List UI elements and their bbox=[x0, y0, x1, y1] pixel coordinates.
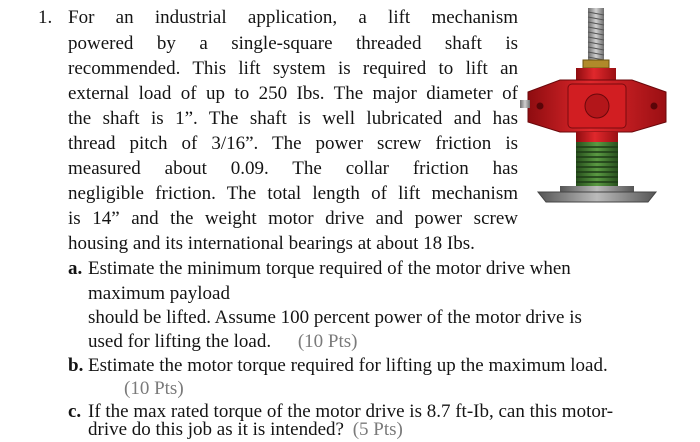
part-c-label: c. bbox=[68, 401, 82, 422]
part-c-points: (5 Pts) bbox=[352, 419, 403, 440]
part-a-label: a. bbox=[68, 258, 83, 279]
screw-jack-lift-icon bbox=[520, 4, 680, 209]
part-b-label: b. bbox=[68, 355, 84, 376]
part-c-line-1: If the max rated torque of the motor drive is 8.7 ft-Ib, can this motor- bbox=[88, 401, 614, 422]
question-line-7: measured about 0.09. The collar friction has bbox=[68, 158, 518, 179]
question-line-2: powered by a single-square threaded shaft is bbox=[68, 33, 518, 54]
part-a-line-2: maximum payload bbox=[88, 283, 230, 304]
part-a-line-3: should be lifted. Assume 100 percent power of the motor drive is bbox=[88, 307, 582, 328]
question-line-9: is 14” and the weight motor drive and power screw bbox=[68, 208, 518, 229]
question-line-5: the shaft is 1”. The shaft is well lubricated and has bbox=[68, 108, 518, 129]
part-b-points: (10 Pts) bbox=[124, 378, 184, 399]
question-line-3: recommended. This lift system is required to lift an bbox=[68, 58, 518, 79]
part-c-line-2 bbox=[88, 418, 403, 442]
part-a-line-4 bbox=[88, 330, 358, 354]
part-a-line-4-text: used for lifting the load. bbox=[88, 331, 272, 352]
part-c-line-2-text: drive do this job as it is intended? bbox=[88, 419, 344, 440]
screw-jack-drawing bbox=[520, 4, 680, 209]
question-line-4: external load of up to 250 Ibs. The major diameter of bbox=[68, 83, 518, 104]
part-b-line-1: Estimate the motor torque required for lifting up the maximum load. bbox=[88, 355, 608, 376]
question-line-6: thread pitch of 3/16”. The power screw friction is bbox=[68, 133, 518, 154]
part-a-points: (10 Pts) bbox=[297, 331, 358, 352]
part-a-line-1: Estimate the minimum torque required of the motor drive when bbox=[88, 258, 571, 279]
question-line-8: negligible friction. The total length of lift mechanism bbox=[68, 183, 518, 204]
question-line-1: For an industrial application, a lift mechanism bbox=[68, 7, 518, 28]
question-line-10: housing and its international bearings at about 18 Ibs. bbox=[68, 233, 475, 254]
question-number: 1. bbox=[38, 7, 53, 28]
